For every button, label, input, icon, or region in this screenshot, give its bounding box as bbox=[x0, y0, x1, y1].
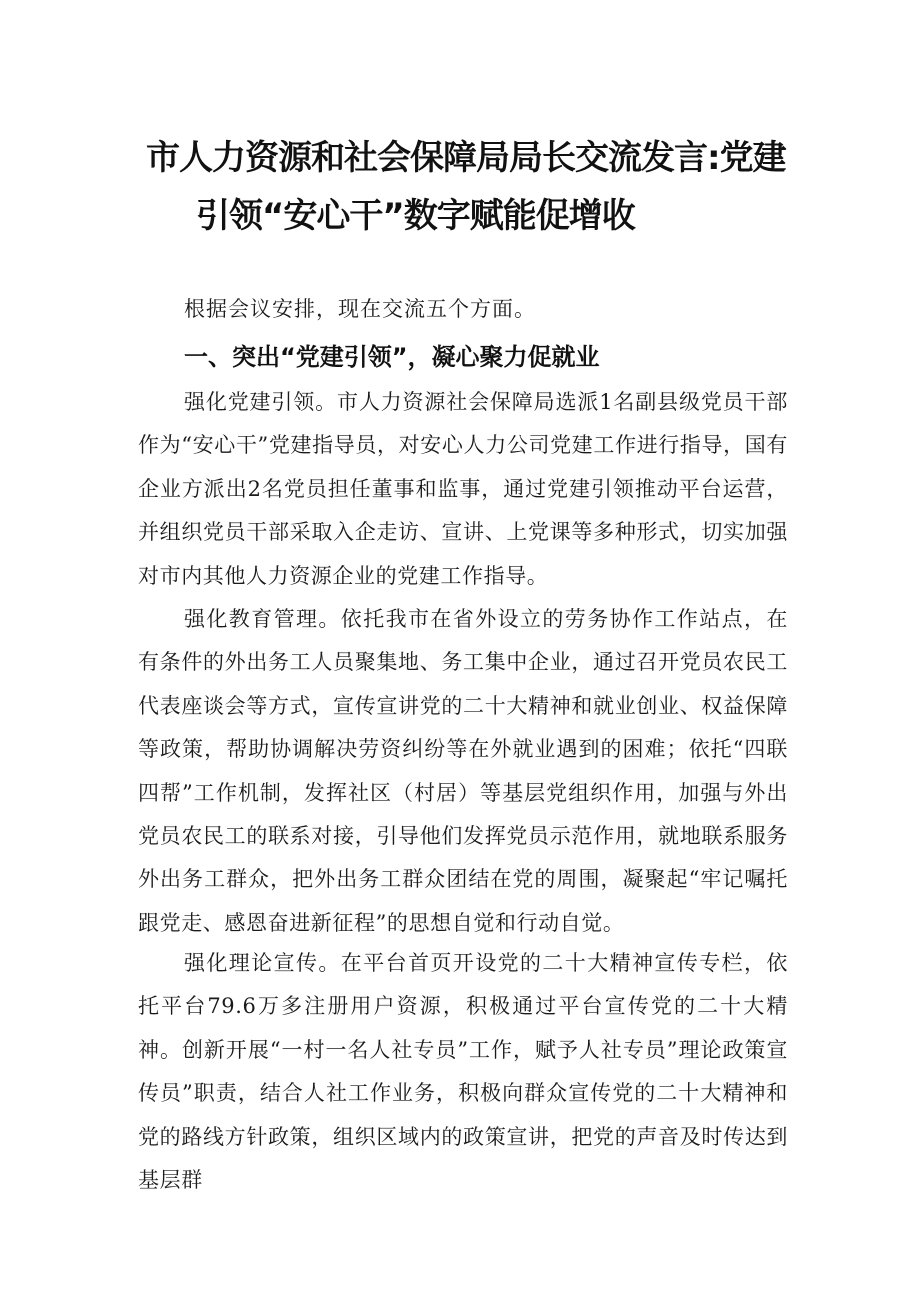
document-title-line-1: 市人力资源和社会保障局局长交流发言:党建 bbox=[146, 138, 786, 178]
paragraph-theory-publicity: 强化理论宣传。在平台首页开设党的二十大精神宣传专栏，依托平台79.6万多注册用户资源，积极通过平台宣传党的二十大精神。创新开展“一村一名人社专员”工作，赋予人社专员”理论政策宣传员”职责，结合人社工作业务，积极向群众宣传党的二十大精神和党的路线方针政策，组织区域内的政策宣讲，把党的声音及时传达到基层群 bbox=[138, 951, 788, 1193]
section-heading-1: 一、突出“党建引领”，凝心聚力促就业 bbox=[184, 343, 600, 371]
paragraph-party-guidance: 强化党建引领。市人力资源社会保障局选派1名副县级党员干部作为“安心干”党建指导员，对安心人力公司党建工作进行指导，国有企业方派出2名党员担任董事和监事，通过党建引领推动平台运营，并组织党员干部采取入企走访、宣讲、上党课等多种形式，切实加强对市内其他人力资源企业的党建工作指导。 bbox=[138, 390, 788, 588]
paragraph-education-management: 强化教育管理。依托我市在省外设立的劳务协作工作站点，在有条件的外出务工人员聚集地、务工集中企业，通过召开党员农民工代表座谈会等方式，宣传宣讲党的二十大精神和就业创业、权益保障等政策，帮助协调解决劳资纠纷等在外就业遇到的困难；依托“四联四帮”工作机制，发挥社区（村居）等基层党组织作用，加强与外出党员农民工的联系对接，引导他们发挥党员示范作用，就地联系服务外出务工群众，把外出务工群众团结在党的周围，凝聚起“牢记嘱托跟党走、感恩奋进新征程”的思想自觉和行动自觉。 bbox=[138, 607, 788, 935]
intro-paragraph: 根据会议安排，现在交流五个方面。 bbox=[184, 297, 536, 321]
document-title-line-2: 引领“安心干”数字赋能促增收 bbox=[196, 196, 635, 236]
